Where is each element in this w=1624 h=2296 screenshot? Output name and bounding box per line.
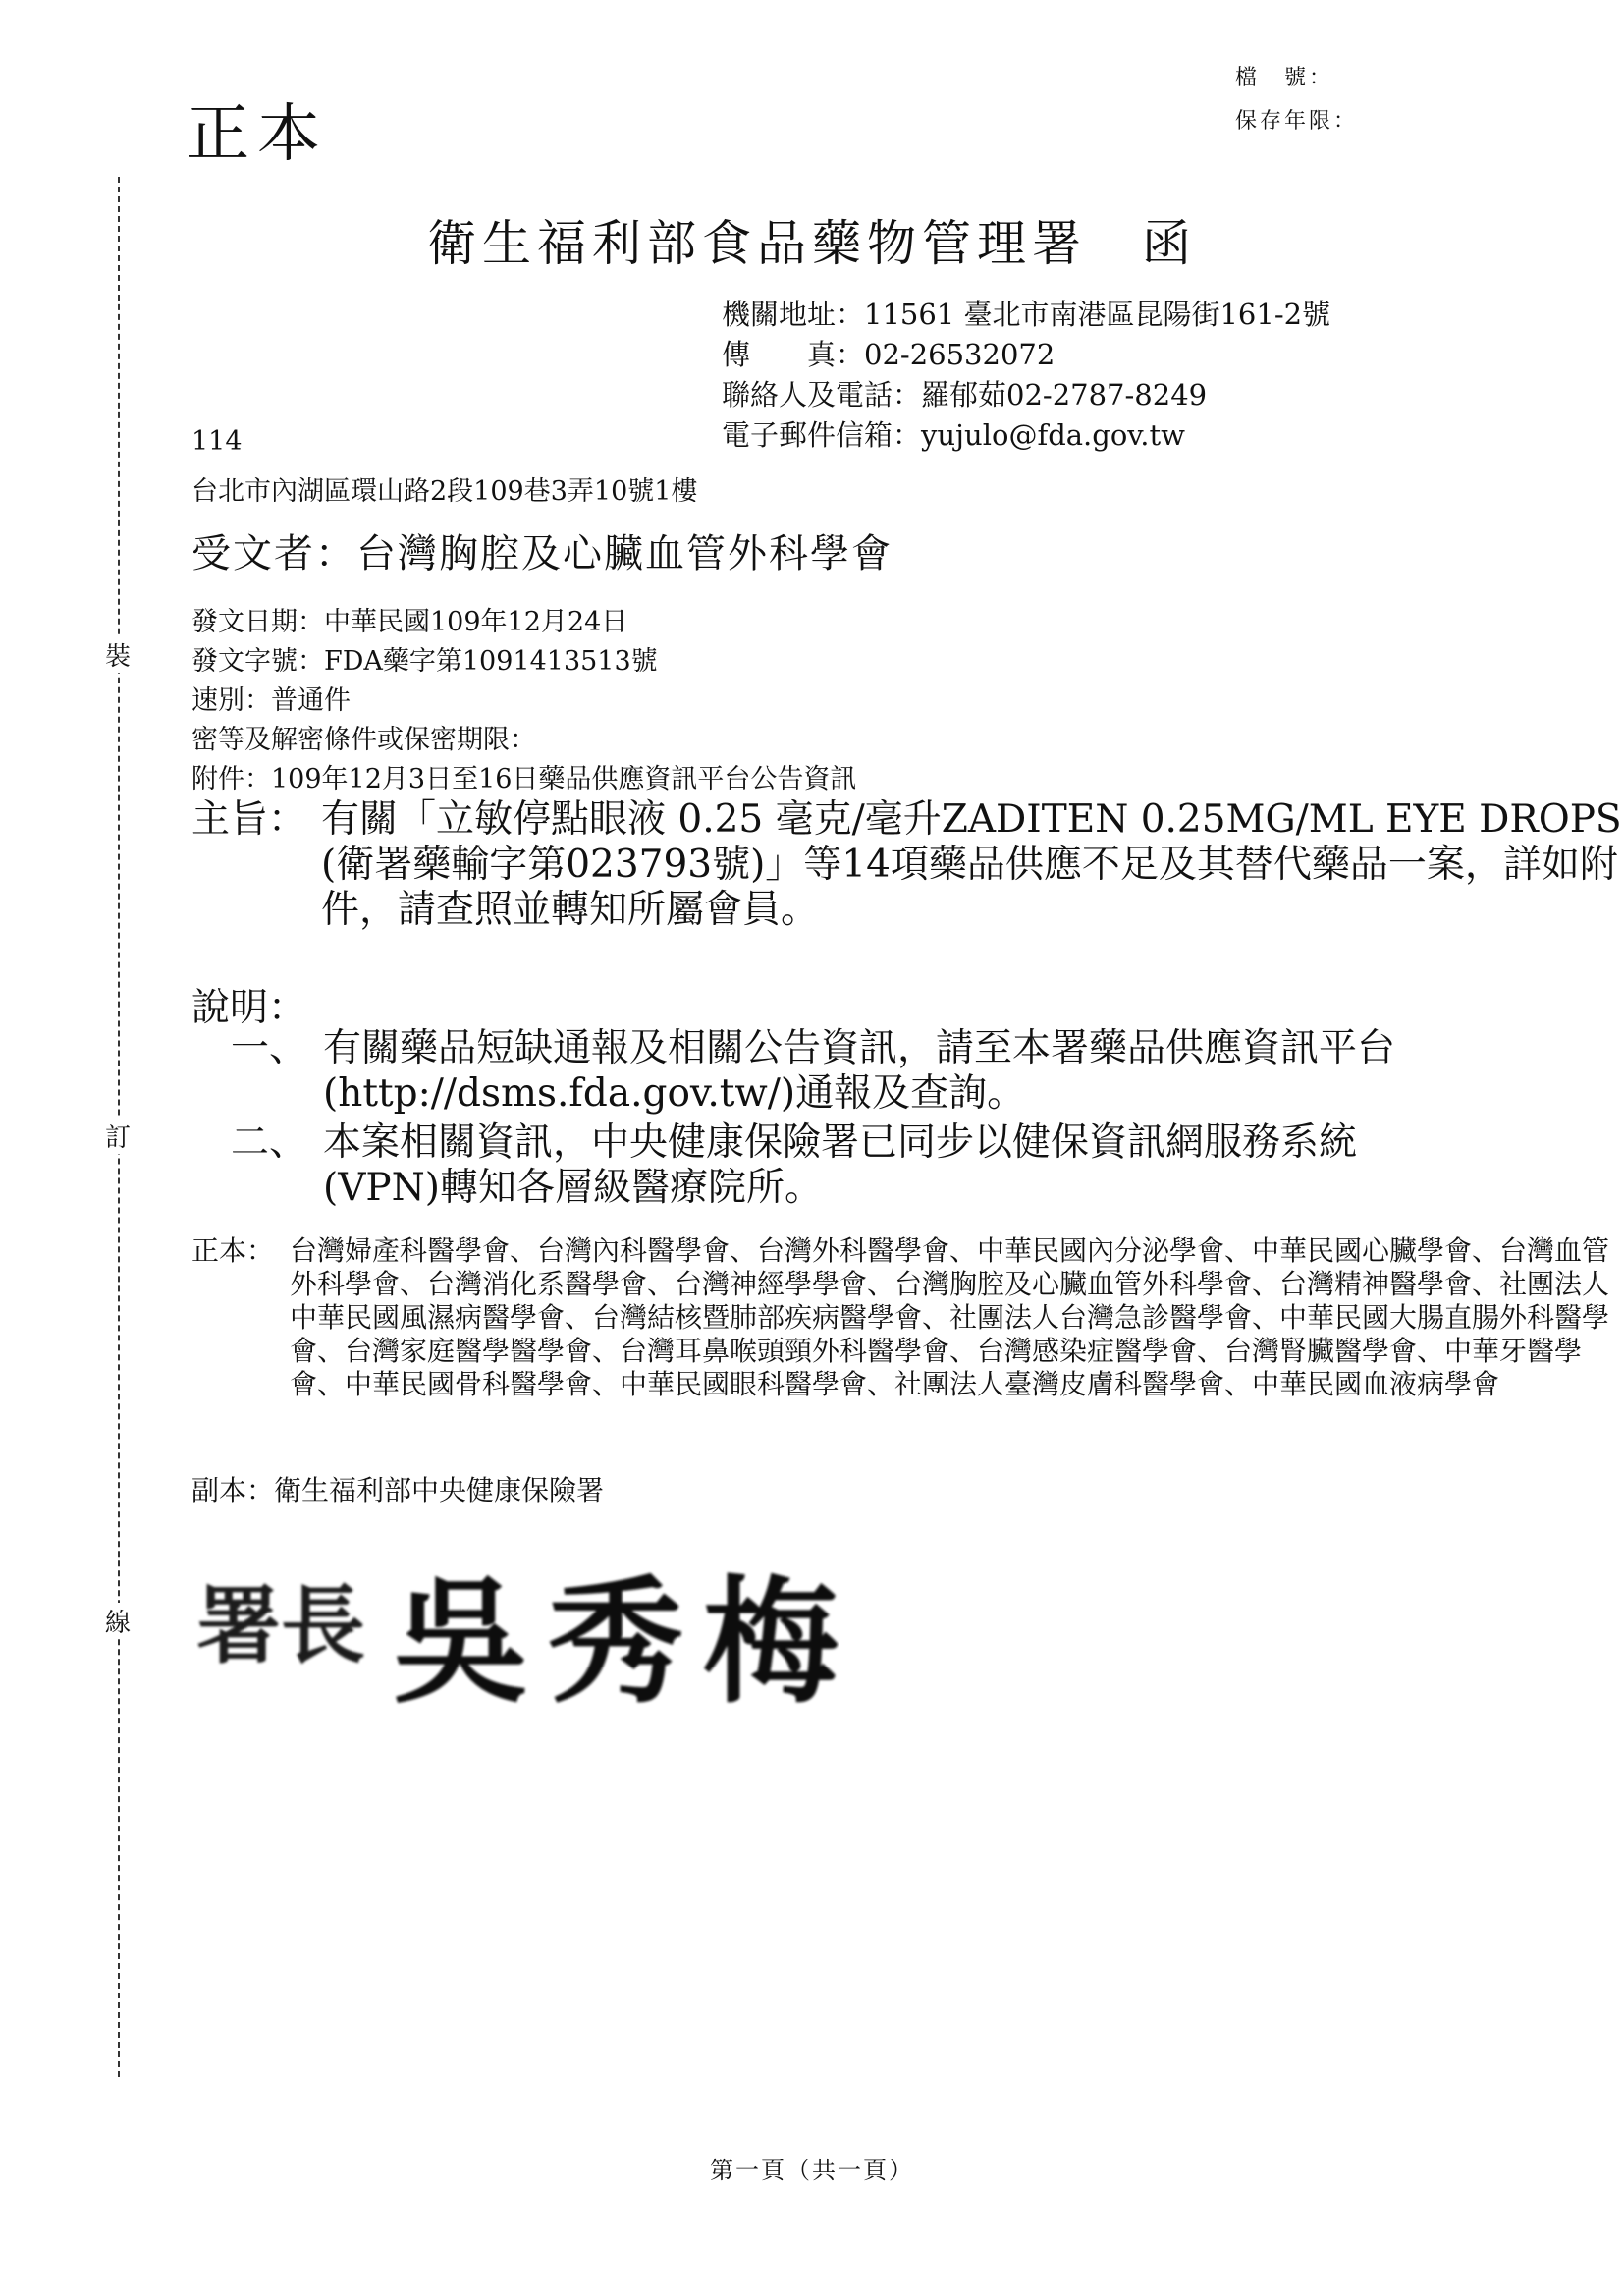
item-number: 一、 — [231, 1026, 308, 1070]
recipient-zip: 114 — [191, 426, 243, 457]
attachment: 附件：109年12月3日至16日藥品供應資訊平台公告資訊 — [191, 764, 857, 794]
agency-contact-block — [722, 295, 1330, 456]
document-number: 發文字號：FDA藥字第1091413513號 — [191, 646, 658, 677]
subject-text: 有關「立敏停點眼液 0.25 毫克/毫升ZADITEN 0.25MG/ML EYE DROPS (衛署藥輸字第023793號)」等14項藥品供應不足及其替代藥品一案，詳如附件，請查照並轉知所屬會員。 — [321, 797, 1622, 932]
agency-fax: 傳 真：02-26532072 — [722, 338, 1056, 371]
delivery-speed: 速別：普通件 — [191, 685, 351, 716]
recipient-address: 台北市內湖區環山路2段109巷3弄10號1樓 — [191, 476, 698, 507]
explanation-list — [231, 1026, 1438, 1215]
signature-title: 署長 — [196, 1576, 365, 1675]
recipient: 受文者：台灣胸腔及心臟血管外科學會 — [191, 531, 893, 576]
contact-email: 電子郵件信箱：yujulo@fda.gov.tw — [722, 418, 1185, 452]
agency-address: 機關地址：11561 臺北市南港區昆陽街161-2號 — [722, 298, 1331, 331]
document-meta — [191, 603, 856, 799]
signature-block — [196, 1547, 903, 1733]
archive-info — [1235, 57, 1358, 143]
original-copy-stamp: 正本 — [187, 98, 328, 171]
retention-label: 保存年限： — [1235, 109, 1359, 134]
signature-name: 吳秀梅 — [393, 1561, 859, 1722]
cc-label: 正本： — [191, 1234, 275, 1267]
file-number-label: 檔 號： — [1235, 66, 1334, 90]
explanation-label: 說明： — [191, 986, 307, 1030]
issue-date: 發文日期：中華民國109年12月24日 — [191, 607, 628, 637]
document-title: 衛生福利部食品藥物管理署 函 — [427, 215, 1197, 272]
binding-mark-xian: 線 — [100, 1603, 135, 1639]
signature-graphic — [196, 1547, 903, 1733]
explanation-item — [231, 1121, 1438, 1211]
item-text: 有關藥品短缺通報及相關公告資訊，請至本署藥品供應資訊平台(http://dsms.fda.gov.tw/)通報及查詢。 — [323, 1026, 1396, 1116]
cc-list: 台灣婦產科醫學會、台灣內科醫學會、台灣外科醫學會、中華民國內分泌學會、中華民國心臟學會、台灣血管外科學會、台灣消化系醫學會、台灣神經學學會、台灣胸腔及心臟血管外科學會、台灣精神醫學會、社團法人中華民國風濕病醫學會、台灣結核暨肺部疾病醫學會、社團法人台灣急診醫學會、中華民國大腸直腸外科醫學會、台灣家庭醫學醫學會、台灣耳鼻喉頭頸外科醫學會、台灣感染症醫學會、台灣腎臟醫學會、中華牙醫學會、中華民國骨科醫學會、中華民國眼科醫學會、社團法人臺灣皮膚科醫學會、中華民國血液病學會 — [290, 1234, 1610, 1400]
contact-person: 聯絡人及電話：羅郁茹02-2787-8249 — [722, 378, 1208, 411]
explanation-item — [231, 1026, 1438, 1117]
binding-mark-ding: 訂 — [100, 1118, 135, 1154]
page-footer: 第一頁（共一頁） — [710, 2157, 914, 2184]
copy-recipient: 副本：衛生福利部中央健康保險署 — [191, 1474, 605, 1506]
item-text: 本案相關資訊，中央健康保險署已同步以健保資訊網服務系統(VPN)轉知各層級醫療院所。 — [323, 1121, 1358, 1210]
confidentiality: 密等及解密條件或保密期限： — [191, 725, 536, 755]
binding-mark-zhuang: 裝 — [100, 636, 135, 673]
item-number: 二、 — [231, 1121, 308, 1165]
subject-label: 主旨： — [191, 797, 307, 842]
